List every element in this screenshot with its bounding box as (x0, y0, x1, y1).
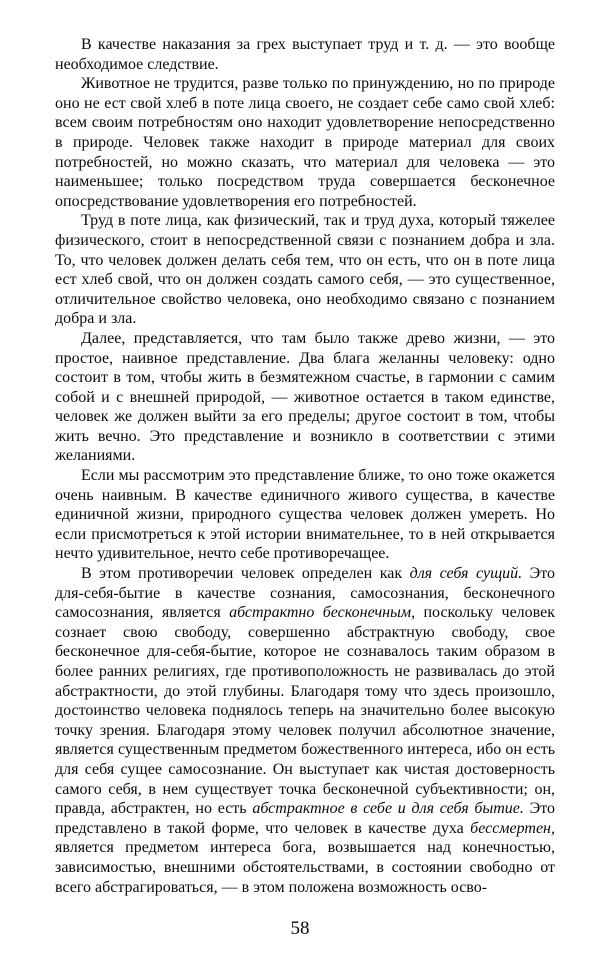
text-run: Это представлено в такой форме, что человек в качестве духа (55, 800, 556, 837)
text-run: В этом противоречии человек определен как (81, 565, 410, 583)
text-run: является предметом интереса бога, возвышается над конечностью, зависимостью, внешними обстоятельствами, в состоянии свободно от всего абстрагироваться, — в этом положена возможность осво- (55, 839, 555, 896)
paragraph (55, 564, 555, 897)
text-run: Животное не трудится, разве только по принуждению, но по природе оно не ест свой хлеб в поте лица своего, не создает себе само свой хлеб: всем своим потребностям оно находит удовлетворение непосредственно в природе. Человек также находит в природе материал для своих потребностей, но можно сказать, что материал для человека — это наименьшее; только посредством труда совершается бесконечное опосредствование удовлетворения его потребностей. (55, 75, 555, 210)
text-run: поскольку человек сознает свою свободу, совершенно абстрактную свободу, свое бесконечное для-себя-бытие, которое не сознавалось таким образом в более ранних религиях, где противоположность не развивалась до этой абстрактности, до этой глубины. Благодаря тому что здесь произошло, достоинство человека поднялось теперь на значительно более высокую точку зрения. Благодаря этому человек получил абсолютное значение, является существенным предметом божественного интереса, ибо он есть для себя сущее самосознание. Он выступает как чистая достоверность самого себя, в нем существует точка бесконечной субъективности; он, правда, абстрактен, но есть (55, 604, 555, 818)
paragraph (55, 74, 555, 211)
page-number: 58 (290, 918, 310, 939)
paragraph (55, 211, 555, 329)
paragraph (55, 329, 555, 466)
paragraph (55, 466, 555, 564)
italic-phrase: абстрактное в себе и для себя бытие. (252, 800, 524, 818)
text-run: В качестве наказания за грех выступает труд и т. д. — это вообще необходимое следствие. (55, 36, 555, 73)
text-run: Если мы рассмотрим это представление ближе, то оно тоже окажется очень наивным. В качестве единичного живого существа, в качестве единичной жизни, природного существа человек должен умереть. Но если присмотреться к этой истории внимательнее, то в ней открывается нечто удивительное, нечто себе противоречащее. (55, 467, 555, 563)
body-text (55, 35, 555, 897)
text-run: Далее, представляется, что там было также древо жизни, — это простое, наивное представление. Два блага желанны человеку: одно состоит в том, чтобы жить в безмятежном счастье, в гармонии с самим собой и с внешней природой, — животное остается в таком единстве, человек же должен выйти за его пределы; другое состоит в том, чтобы жить вечно. Это представление и возникло в соответствии с этими желаниями. (55, 329, 555, 465)
italic-phrase: абстрактно бесконечным, (229, 604, 416, 622)
italic-phrase: для себя сущий. (409, 565, 523, 583)
italic-phrase: бессмертен, (470, 819, 555, 837)
text-run: Труд в поте лица, как физический, так и труд духа, который тяжелее физического, стоит в непосредственной связи с познанием добра и зла. То, что человек должен делать себя тем, что он есть, что он в поте лица ест хлеб свой, что он должен создать самого себя, — это существенное, отличительное свойство человека, оно необходимо связано с познанием добра и зла. (55, 212, 555, 328)
text-run: Это для-себя-бытие в качестве сознания, самосознания, бесконечного самосознания, является (55, 565, 556, 622)
paragraph (55, 35, 555, 74)
